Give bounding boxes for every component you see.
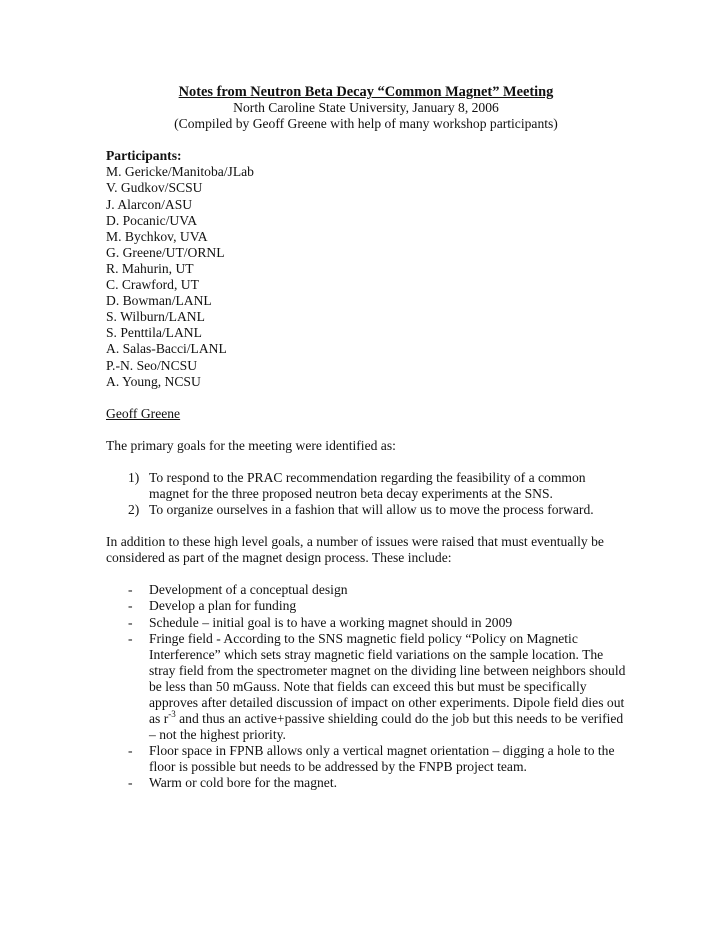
issue-text: Warm or cold bore for the magnet. [149,775,338,791]
issue-marker: - [128,614,133,630]
issue-marker: - [128,598,133,614]
goal-number: 2) [128,502,140,518]
issue-text-part: and thus an active+passive shielding could do the job but this needs to be verified – not the highest priority. [149,711,624,743]
participant-name: D. Pocanic/UVA [106,212,198,228]
issue-item [128,775,626,791]
issues-list [106,582,626,791]
participant-name: P.-N. Seo/NCSU [106,357,198,373]
issue-marker: - [128,582,133,598]
goal-text: To respond to the PRAC recommendation regarding the feasibility of a common magnet for the three proposed neutron beta decay experiments at the SNS. [149,469,586,501]
participant-name: R. Mahurin, UT [106,260,194,276]
participant-name: S. Penttila/LANL [106,325,202,341]
participant-name: A. Salas-Bacci/LANL [106,341,227,357]
issue-marker: - [128,775,133,791]
participants-list [106,164,626,389]
issue-item [128,743,626,775]
issue-text: Floor space in FPNB allows only a vertical magnet orientation – digging a hole to the floor is possible but needs to be addressed by the FNPB project team. [149,743,615,775]
goal-item [128,502,626,518]
issue-item [128,598,626,614]
section-speaker: Geoff Greene [106,405,181,421]
issue-marker: - [128,743,133,759]
issue-marker: - [128,630,133,646]
participant-name: D. Bowman/LANL [106,293,212,309]
participant-name: G. Greene/UT/ORNL [106,244,225,260]
goal-text: To organize ourselves in a fashion that will allow us to move the process forward. [149,502,594,518]
issue-item [128,582,626,598]
goal-item [128,470,626,502]
goals-intro: The primary goals for the meeting were identified as: [106,437,396,453]
participants-heading: Participants: [106,148,182,164]
participant-name: A. Young, NCSU [106,373,201,389]
exponent: -3 [168,708,176,719]
participant-name: S. Wilburn/LANL [106,309,205,325]
goal-number: 1) [128,469,140,485]
participant-name: C. Crawford, UT [106,277,199,293]
issue-text-part: Fringe field - According to the SNS magnetic field policy “Policy on Magnetic Interference” which sets stray magnetic field variations on the sample location. The stray field from the spectrometer magnet on the dividing line between neighbors should be less than 50 mGauss. Note that fields can exceed this but must be specifically approves after detailed discussion of impact on other experiments. Dipole field dies out as r [149,630,626,727]
document-page [106,84,626,792]
participant-name: M. Gericke/Manitoba/JLab [106,164,254,180]
issue-text: Schedule – initial goal is to have a working magnet should in 2009 [149,614,513,630]
issues-intro: In addition to these high level goals, a number of issues were raised that must eventually be considered as part of the magnet design process. These include: [106,534,604,566]
participant-name: V. Gudkov/SCSU [106,180,203,196]
document-subtitle: North Caroline State University, January 8, 2006 [233,100,499,116]
document-title: Notes from Neutron Beta Decay “Common Magnet” Meeting [178,84,554,100]
issue-item [128,631,626,744]
participant-name: M. Bychkov, UVA [106,228,208,244]
issue-text: Develop a plan for funding [149,598,297,614]
issue-item [128,615,626,631]
issue-text [149,631,625,743]
goals-list [106,470,626,518]
compiled-by-note: (Compiled by Geoff Greene with help of many workshop participants) [174,116,558,132]
participant-name: J. Alarcon/ASU [106,196,193,212]
issue-text: Development of a conceptual design [149,582,348,598]
